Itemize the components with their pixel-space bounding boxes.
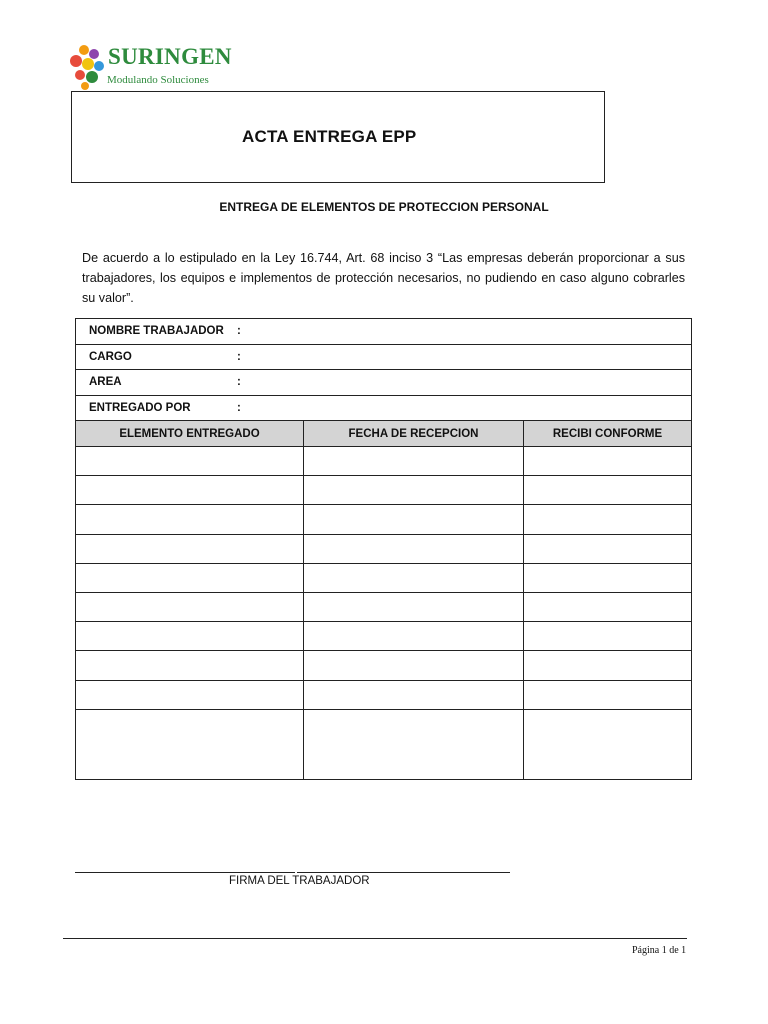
table-cell[interactable] <box>304 651 524 680</box>
table-cell[interactable] <box>304 447 524 476</box>
table-cell[interactable] <box>76 680 304 709</box>
footer-divider <box>63 938 687 939</box>
document-subtitle: ENTREGA DE ELEMENTOS DE PROTECCION PERSONAL <box>219 200 549 214</box>
table-cell[interactable] <box>304 534 524 563</box>
field-row-cargo <box>76 344 692 370</box>
field-row-area <box>76 370 692 396</box>
table-row <box>76 680 692 709</box>
table-cell[interactable] <box>304 563 524 592</box>
field-separator: : <box>237 401 241 414</box>
field-nombre-trabajador[interactable] <box>76 319 692 345</box>
table-row <box>76 709 692 779</box>
table-cell[interactable] <box>304 476 524 505</box>
table-cell[interactable] <box>524 709 692 779</box>
table-cell[interactable] <box>524 622 692 651</box>
table-cell[interactable] <box>76 592 304 621</box>
column-header-elemento: ELEMENTO ENTREGADO <box>76 421 304 447</box>
table-cell[interactable] <box>304 680 524 709</box>
table-row <box>76 563 692 592</box>
table-row <box>76 476 692 505</box>
table-cell[interactable] <box>304 505 524 534</box>
table-cell[interactable] <box>76 651 304 680</box>
field-area[interactable] <box>76 370 692 396</box>
field-cargo[interactable] <box>76 344 692 370</box>
field-separator: : <box>237 325 241 338</box>
signature-line <box>297 872 510 873</box>
table-cell[interactable] <box>524 505 692 534</box>
table-cell[interactable] <box>304 622 524 651</box>
table-cell[interactable] <box>76 447 304 476</box>
table-cell[interactable] <box>76 709 304 779</box>
table-row <box>76 622 692 651</box>
page-number: Página 1 de 1 <box>632 945 687 956</box>
table-cell[interactable] <box>524 563 692 592</box>
colored-dots-logo-icon <box>70 44 106 90</box>
field-label: AREA <box>89 376 122 389</box>
delivery-form-table <box>75 318 692 780</box>
company-logo <box>70 44 232 92</box>
table-cell[interactable] <box>524 476 692 505</box>
table-row <box>76 505 692 534</box>
column-header-recibi: RECIBI CONFORME <box>524 421 692 447</box>
field-entregado-por[interactable] <box>76 395 692 421</box>
logo-name: SURINGEN <box>108 44 232 69</box>
table-cell[interactable] <box>76 505 304 534</box>
signature-label: FIRMA DEL TRABAJADOR <box>229 875 370 887</box>
table-cell[interactable] <box>524 534 692 563</box>
table-row <box>76 592 692 621</box>
field-label: ENTREGADO POR <box>89 401 191 414</box>
table-cell[interactable] <box>76 534 304 563</box>
field-label: CARGO <box>89 350 132 363</box>
table-cell[interactable] <box>524 651 692 680</box>
field-separator: : <box>237 350 241 363</box>
field-row-nombre <box>76 319 692 345</box>
field-separator: : <box>237 376 241 389</box>
table-cell[interactable] <box>304 709 524 779</box>
table-cell[interactable] <box>76 476 304 505</box>
table-cell[interactable] <box>76 622 304 651</box>
table-cell[interactable] <box>304 592 524 621</box>
logo-tagline: Modulando Soluciones <box>107 74 209 86</box>
field-row-entregado <box>76 395 692 421</box>
field-label: NOMBRE TRABAJADOR <box>89 325 224 338</box>
table-cell[interactable] <box>524 592 692 621</box>
intro-paragraph: De acuerdo a lo estipulado en la Ley 16.744, Art. 68 inciso 3 “Las empresas deberán proporcionar a sus trabajadores, los equipos e implementos de protección necesarios, no pudiendo en caso alguno cobrarles su valor”. <box>82 251 685 305</box>
table-row <box>76 651 692 680</box>
title-box <box>71 91 605 183</box>
table-cell[interactable] <box>524 447 692 476</box>
column-header-fecha: FECHA DE RECEPCION <box>304 421 524 447</box>
signature-line <box>75 872 295 873</box>
table-row <box>76 534 692 563</box>
document-title: ACTA ENTREGA EPP <box>242 127 417 146</box>
table-cell[interactable] <box>76 563 304 592</box>
table-row <box>76 447 692 476</box>
table-header-row <box>76 421 692 447</box>
table-cell[interactable] <box>524 680 692 709</box>
